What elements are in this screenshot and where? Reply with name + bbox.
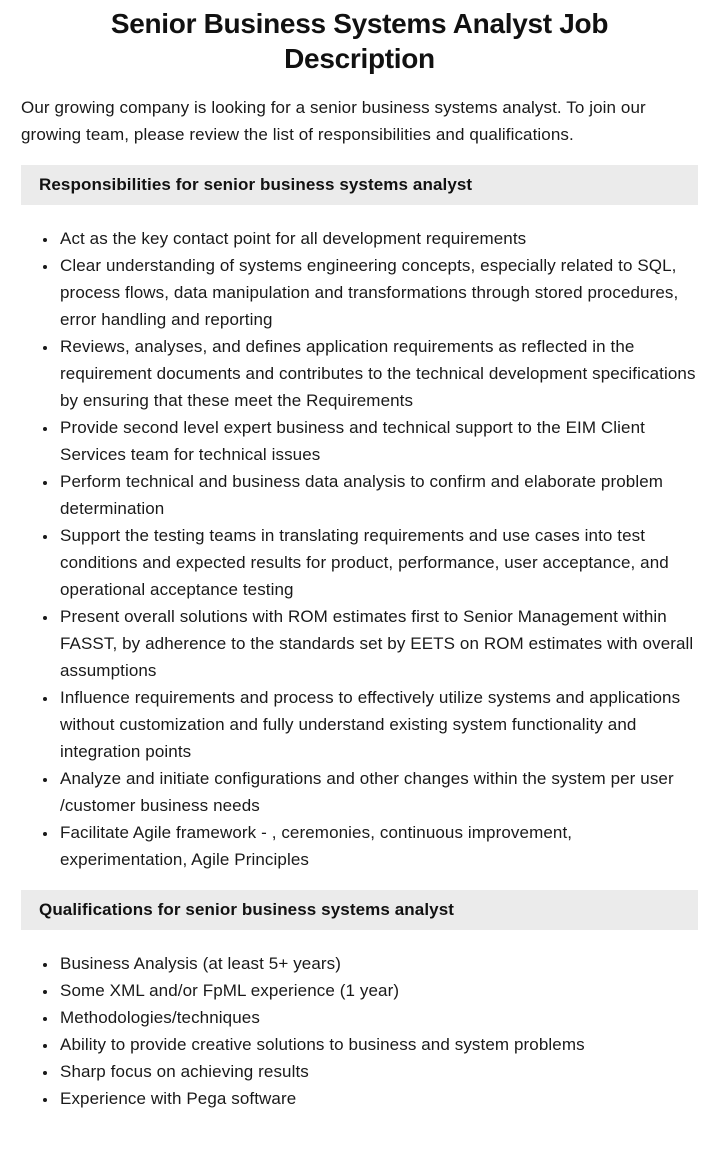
list-item: • Present overall solutions with ROM estimates first to Senior Management within FASST, by adherence to the standards set by EETS on ROM estimates with overall assumptions xyxy=(58,603,698,684)
list-item: • Provide second level expert business and technical support to the EIM Client Services team for technical issues xyxy=(58,414,698,468)
list-item: • Sharp focus on achieving results xyxy=(58,1058,698,1085)
responsibilities-list xyxy=(21,225,698,873)
responsibilities-heading: Responsibilities for senior business systems analyst xyxy=(21,165,698,205)
list-item: • Clear understanding of systems engineering concepts, especially related to SQL, process flows, data manipulation and transformations through stored procedures, error handling and reporting xyxy=(58,252,698,333)
list-item: • Reviews, analyses, and defines application requirements as reflected in the requirement documents and contributes to the technical development specifications by ensuring that these meet the Requirements xyxy=(58,333,698,414)
list-item: • Perform technical and business data analysis to confirm and elaborate problem determination xyxy=(58,468,698,522)
list-item: • Methodologies/techniques xyxy=(58,1004,698,1031)
qualifications-section xyxy=(21,890,698,1112)
list-item: • Experience with Pega software xyxy=(58,1085,698,1112)
job-description-document xyxy=(0,6,720,1112)
intro-paragraph: Our growing company is looking for a senior business systems analyst. To join our growing team, please review the list of responsibilities and qualifications. xyxy=(21,98,646,144)
list-item: • Influence requirements and process to effectively utilize systems and applications without customization and fully understand existing system functionality and integration points xyxy=(58,684,698,765)
list-item: • Some XML and/or FpML experience (1 year) xyxy=(58,977,698,1004)
list-item: • Analyze and initiate configurations and other changes within the system per user /customer business needs xyxy=(58,765,698,819)
list-item: • Business Analysis (at least 5+ years) xyxy=(58,950,698,977)
list-item: • Act as the key contact point for all development requirements xyxy=(58,225,698,252)
responsibilities-section xyxy=(21,165,698,873)
qualifications-list xyxy=(21,950,698,1112)
list-item: • Ability to provide creative solutions to business and system problems xyxy=(58,1031,698,1058)
list-item: • Facilitate Agile framework - , ceremonies, continuous improvement, experimentation, Agile Principles xyxy=(58,819,698,873)
page-title: Senior Business Systems Analyst Job Description xyxy=(110,8,609,74)
list-item: • Support the testing teams in translating requirements and use cases into test conditions and expected results for product, performance, user acceptance, and operational acceptance testing xyxy=(58,522,698,603)
qualifications-heading: Qualifications for senior business systems analyst xyxy=(21,890,698,930)
